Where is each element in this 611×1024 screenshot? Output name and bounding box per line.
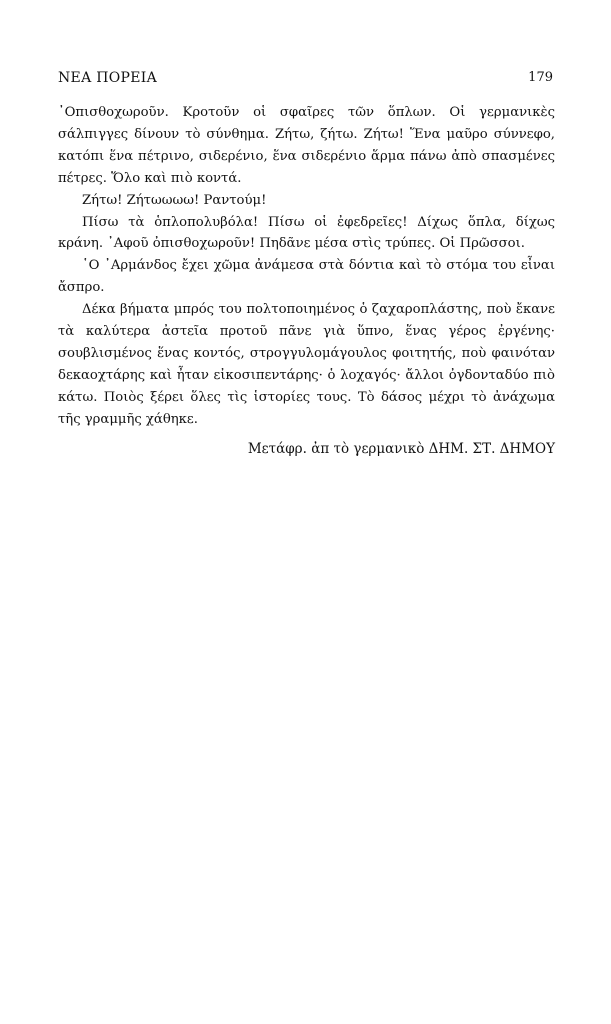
page-number: 179: [528, 70, 553, 85]
paragraph-4: ῾Ο ᾿Αρμάνδος ἔχει χῶμα ἀνάμεσα στὰ δόντια καὶ τὸ στόμα του εἶναι ἄσπρο.: [58, 258, 555, 296]
paragraph-5: Δέκα βήματα μπρός του πολτοποιημένος ὁ ζαχαροπλάστης, ποὺ ἔκανε τὰ καλύτερα ἀστεῖα προτοῦ πᾶνε γιὰ ὕπνο, ἕνας γέρος ἐργένης· σουβλισμένος ἕνας κοντός, στρογγυλομάγουλος φοιτητής, ποὺ φαινόταν δεκαοχτάρης καὶ ἦταν εἰκοσιπεντάρης· ὁ λοχαγός· ἄλλοι ὀγδονταδύο πιὸ κάτω. Ποιὸς ξέρει ὅλες τὶς ἱστορίες τους. Τὸ δάσος μέχρι τὸ ἀνάχωμα τῆς γραμμῆς χάθηκε.: [58, 302, 555, 427]
journal-title: ΝΕΑ ΠΟΡΕΙΑ: [58, 70, 157, 86]
translator-attribution: Μετάφρ. ἀπ τὸ γερμανικὸ ΔΗΜ. ΣΤ. ΔΗΜΟΥ: [247, 440, 555, 457]
paragraph-2: Ζήτω! Ζήτωωωω! Ραντούμ!: [82, 192, 267, 208]
paragraph-3: Πίσω τὰ ὁπλοπολυβόλα! Πίσω οἱ ἐφεδρεῖες! Δίχως ὅπλα, δίχως κράνη. ᾿Αφοῦ ὀπισθοχωροῦν! Πηδᾶνε μέσα στὶς τρύπες. Οἱ Πρῶσσοι.: [58, 214, 555, 252]
running-header: [58, 70, 553, 92]
paragraph-1: ᾿Οπισθοχωροῦν. Κροτοῦν οἱ σφαῖρες τῶν ὅπλων. Οἱ γερμανικὲς σάλπιγγες δίνουν τὸ σύνθημα. Ζήτω, ζήτω. Ζήτω! Ἕνα μαῦρο σύννεφο, κατόπι ἕνα πέτρινο, σιδερένιο, ἕνα σιδερένιο ἅρμα πάνω ἀπὸ σπασμένες πέτρες. Ὅλο καὶ πιὸ κοντά.: [58, 105, 555, 186]
body-text: [58, 102, 555, 461]
